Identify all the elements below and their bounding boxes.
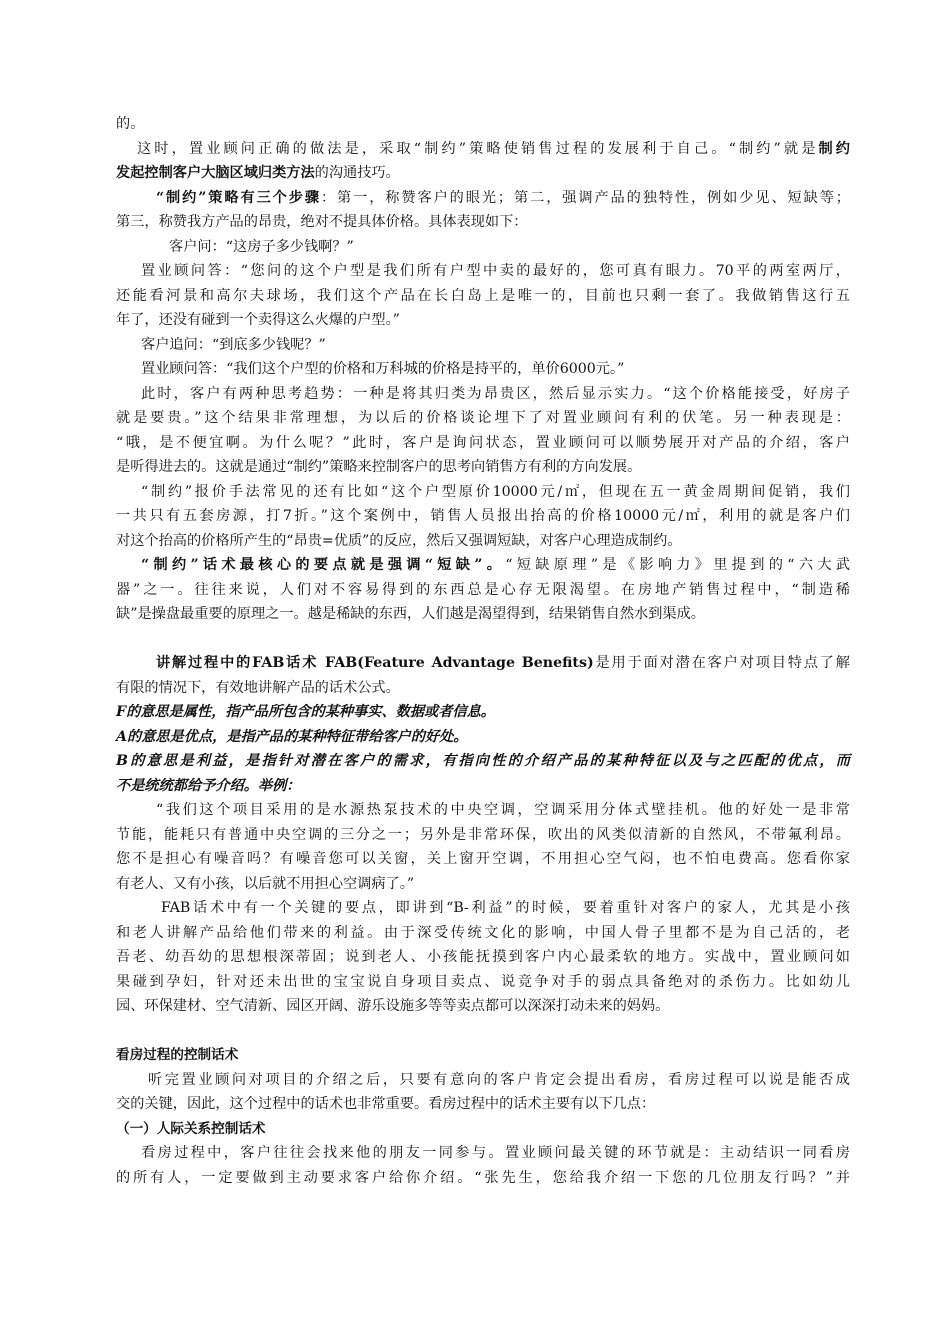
- text-line: 置业顾问答：“我们这个户型的价格和万科城的价格是持平的，单价6000元。”: [141, 361, 625, 377]
- text-line: “制约”策略有三个步骤：第一，称赞客户的眼光；第二，强调产品的独特性，例如少见、短缺等；: [156, 189, 850, 206]
- text-line: B的意思是利益，是指针对潜在客户的需求，有指向性的介绍产品的某种特征以及与之匹配的优点，而: [116, 753, 850, 769]
- subsection-heading: （一）人际关系控制话术: [116, 1120, 266, 1137]
- text-line: 的。: [116, 116, 145, 132]
- text-line: 有限的情况下，有效地讲解产品的话术公式。: [116, 679, 400, 696]
- section-heading: 看房过程的控制话术: [116, 1047, 239, 1063]
- text-line: 客户追问：“到底多少钱呢？”: [141, 336, 326, 353]
- text-line: “哦，是不便宜啊。为什么呢？”此时，客户是询问状态，置业顾问可以顺势展开对产品的介绍，客户: [116, 434, 850, 451]
- text-line: 听完置业顾问对项目的介绍之后，只要有意向的客户肯定会提出看房，看房过程可以说是能否成: [148, 1071, 850, 1088]
- text-line: 置业顾问答：“您问的这个户型是我们所有户型中卖的最好的，您可真有眼力。70平的两室两厅，: [141, 263, 850, 279]
- text-line: “制约”话术最核心的要点就是强调“短缺”。“短缺原理”是《影响力》里提到的“六大武: [141, 557, 850, 573]
- text-line: 这时，置业顾问正确的做法是，采取“制约”策略使销售过程的发展利于自己。“制约”就是制约: [137, 140, 850, 157]
- text-line: 还能看河景和高尔夫球场，我们这个产品在长白岛上是唯一的，目前也只剩一套了。我做销售这行五: [116, 287, 850, 304]
- text-line: FAB话术中有一个关键的要点，即讲到“B-利益”的时候，要着重针对客户的家人，尤其是小孩: [161, 900, 850, 916]
- text-line: F的意思是属性，指产品所包含的某种事实、数据或者信息。: [116, 704, 495, 720]
- text-line: 客户问：“这房子多少钱啊？”: [169, 238, 354, 255]
- text-line: 讲解过程中的FAB话术 FAB(Feature Advantage Benefits)是用于面对潜在客户对项目特点了解: [156, 655, 850, 671]
- text-line: 果碰到孕妇，针对还未出世的宝宝说自身项目卖点、说竞争对手的弱点具备绝对的杀伤力。比如幼儿: [116, 973, 850, 990]
- text-line: 交的关键，因此，这个过程中的话术也非常重要。看房过程中的话术主要有以下几点：: [116, 1096, 656, 1112]
- text-line: 吾老、幼吾幼的思想根深蒂固；说到老人、小孩能抚摸到客户内心最柔软的地方。实战中，置业顾问如: [116, 949, 850, 965]
- text-line: 您不是担心有噪音吗？有噪音您可以关窗，关上窗开空调，不用担心空气闷，也不怕电费高。您看你家: [116, 851, 850, 867]
- text-line: 的所有人，一定要做到主动要求客户给你介绍。“张先生，您给我介绍一下您的几位朋友行吗？”并: [116, 1169, 850, 1186]
- text-line: “制约”报价手法常见的还有比如“这个户型原价10000元/㎡，但现在五一黄金周期间促销，我们: [141, 483, 850, 500]
- text-line: A的意思是优点，是指产品的某种特征带给客户的好处。: [116, 728, 468, 745]
- text-line: 缺”是操盘最重要的原理之一。越是稀缺的东西，人们越是渴望得到，结果销售自然水到渠成。: [116, 606, 705, 622]
- text-line: 是听得进去的。这就是通过“制约”策略来控制客户的思考向销售方有利的方向发展。: [116, 459, 642, 475]
- text-line: 就是要贵。”这个结果非常理想，为以后的价格谈论埋下了对置业顾问有利的伏笔。另一种表现是：: [116, 410, 850, 426]
- text-line: 有老人、又有小孩，以后就不用担心空调病了。”: [116, 875, 415, 892]
- text-line: “我们这个项目采用的是水源热泵技术的中央空调，空调采用分体式壁挂机。他的好处一是非常: [156, 802, 850, 818]
- paragraph-gap: [116, 1019, 850, 1044]
- paragraph-gap: [116, 627, 850, 652]
- text-line: 对这个抬高的价格所产生的“昂贵=优质”的反应，然后又强调短缺，对客户心理造成制约。: [116, 532, 682, 549]
- text-line: 和老人讲解产品给他们带来的利益。由于深受传统文化的影响，中国人骨子里都不是为自己活的，老: [116, 924, 850, 941]
- text-line: 节能，能耗只有普通中央空调的三分之一；另外是非常环保，吹出的风类似清新的自然风，不带氟利昂。: [116, 826, 850, 843]
- text-line: 不是统统都给予介绍。举例：: [116, 777, 301, 794]
- text-line: 第三，称赞我方产品的昂贵，绝对不提具体价格。具体表现如下：: [116, 214, 528, 230]
- text-line: 此时，客户有两种思考趋势：一种是将其归类为昂贵区，然后显示实力。“这个价格能接受，好房子: [141, 385, 850, 402]
- text-line: 一共只有五套房源，打7折。”这个案例中，销售人员报出抬高的价格10000元/㎡，利用的就是客户们: [116, 508, 850, 524]
- text-line: 看房过程中，客户往往会找来他的朋友一同参与。置业顾问最关键的环节就是：主动结识一同看房: [141, 1145, 850, 1161]
- text-line: 发起控制客户大脑区域归类方法的沟通技巧。: [116, 165, 400, 181]
- text-line: 园、环保建材、空气清新、园区开阔、游乐设施多等等卖点都可以深深打动未来的妈妈。: [116, 998, 670, 1014]
- text-line: 年了，还没有碰到一个卖得这么火爆的户型。”: [116, 312, 400, 328]
- document-page: [116, 112, 850, 1190]
- text-line: 器”之一。往往来说，人们对不容易得到的东西总是心存无限渴望。在房地产销售过程中，“制造稀: [116, 581, 850, 598]
